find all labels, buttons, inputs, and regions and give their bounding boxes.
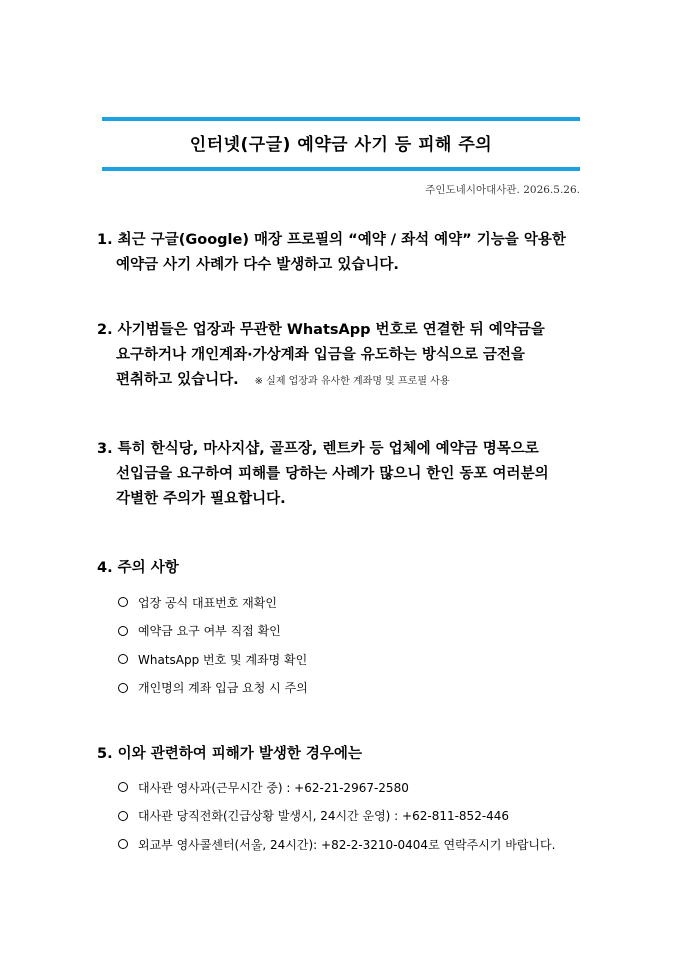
title-bottom-rule bbox=[102, 167, 580, 171]
section-3 bbox=[97, 437, 597, 512]
circle-bullet-icon bbox=[118, 654, 128, 664]
section-1-line-2: 예약금 사기 사례가 다수 발생하고 있습니다. bbox=[116, 257, 399, 273]
circle-bullet-icon bbox=[118, 683, 128, 693]
section-2-line-3 bbox=[97, 368, 597, 394]
section-4-heading: 4. 주의 사항 bbox=[97, 560, 179, 576]
list-item-text: 업장 공식 대표번호 재확인 bbox=[138, 595, 277, 610]
circle-bullet-icon bbox=[118, 811, 128, 821]
list-item-text: 예약금 요구 여부 직접 확인 bbox=[138, 624, 281, 639]
title-top-rule bbox=[102, 117, 580, 121]
caution-list bbox=[118, 588, 308, 702]
section-3-line-1: 3. 특히 한식당, 마사지샵, 골프장, 렌트카 등 업체에 예약금 명목으로 bbox=[97, 441, 539, 457]
list-item bbox=[118, 645, 308, 674]
list-item-text: 개인명의 계좌 입금 요청 시 주의 bbox=[138, 681, 308, 696]
circle-bullet-icon bbox=[118, 626, 128, 636]
list-item bbox=[118, 674, 308, 703]
section-1 bbox=[97, 228, 597, 278]
circle-bullet-icon bbox=[118, 782, 128, 792]
section-2-line-2: 요구하거나 개인계좌·가상계좌 입금을 유도하는 방식으로 금전을 bbox=[116, 347, 525, 363]
section-2-note: ※ 실제 업장과 유사한 계좌명 및 프로필 사용 bbox=[254, 376, 450, 387]
section-2 bbox=[97, 318, 597, 394]
document-title: 인터넷(구글) 예약금 사기 등 피해 주의 bbox=[189, 135, 493, 155]
list-item-text: 대사관 당직전화(긴급상황 발생시, 24시간 운영) : +62-811-852-446 bbox=[138, 809, 510, 824]
list-item bbox=[118, 830, 555, 859]
section-3-line-3: 각별한 주의가 필요합니다. bbox=[116, 491, 286, 507]
circle-bullet-icon bbox=[118, 597, 128, 607]
list-item bbox=[118, 773, 555, 802]
list-item-text: 대사관 영사과(근무시간 중) : +62-21-2967-2580 bbox=[138, 780, 409, 795]
list-item bbox=[118, 588, 308, 617]
list-item bbox=[118, 617, 308, 646]
section-2-line-3-text: 편취하고 있습니다. bbox=[116, 372, 239, 388]
section-3-line-2: 선입금을 요구하여 피해를 당하는 사례가 많으니 한인 동포 여러분의 bbox=[116, 466, 549, 482]
list-item-text: 외교부 영사콜센터(서울, 24시간): +82-2-3210-0404로 연락주시기 바랍니다. bbox=[138, 837, 556, 852]
circle-bullet-icon bbox=[118, 839, 128, 849]
contact-list bbox=[118, 773, 555, 859]
list-item bbox=[118, 802, 555, 831]
section-1-line-1: 1. 최근 구글(Google) 매장 프로필의 “예약 / 좌석 예약” 기능을 악용한 bbox=[97, 232, 566, 248]
issuer-date: 주인도네시아대사관. 2026.5.26. bbox=[425, 184, 580, 196]
list-item-text: WhatsApp 번호 및 계좌명 확인 bbox=[138, 652, 308, 667]
section-2-line-1: 2. 사기범들은 업장과 무관한 WhatsApp 번호로 연결한 뒤 예약금을 bbox=[97, 322, 545, 338]
section-5-heading: 5. 이와 관련하여 피해가 발생한 경우에는 bbox=[97, 746, 362, 762]
